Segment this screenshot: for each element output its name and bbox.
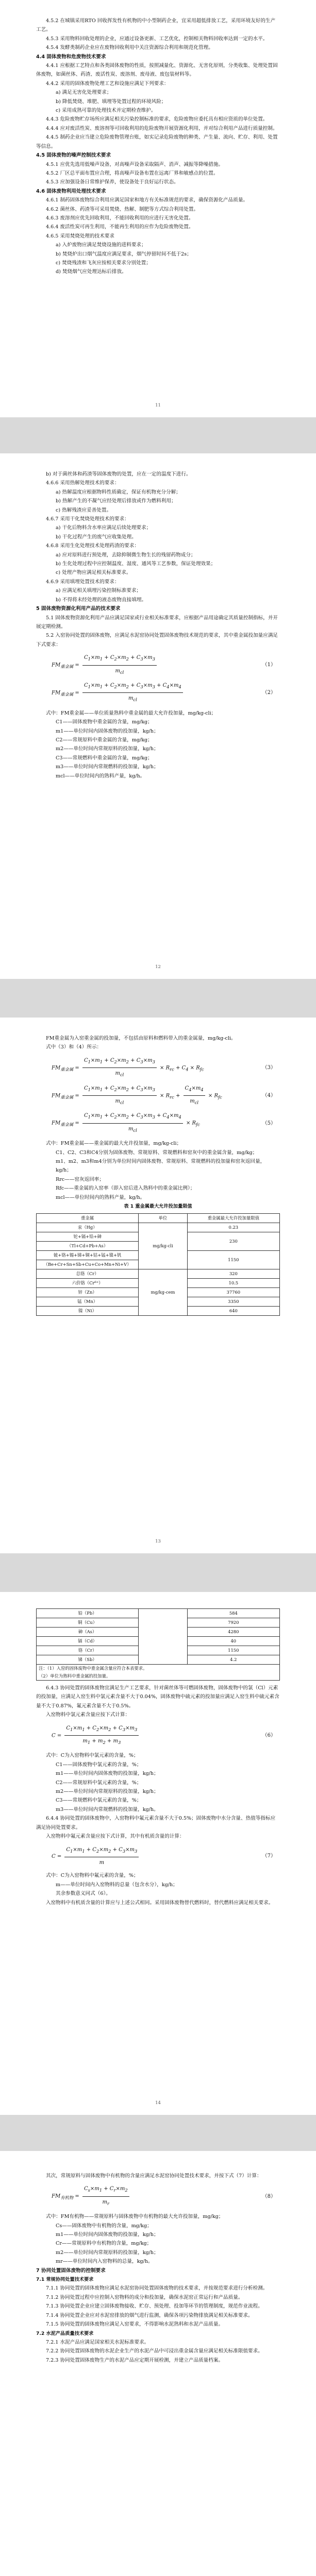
- formula-8: $FM_{有机物}$ = $\frac{C_s\times m_1 + C_r\times m_2}{m_r}$ （8）: [36, 2184, 280, 2208]
- paragraph: C3——常规燃料中氯元素的含量，%；: [56, 1798, 142, 1804]
- paragraph: m3——单位时间内常规燃料的投加量，kg/h；: [56, 764, 159, 770]
- paragraph: mcl——单位时间内的熟料产量，kg/h。: [56, 773, 145, 779]
- paragraph: 4.5.2 在城镇采用RTO 回收挥发性有机物的中小型制药企业，宜采用超低排放工艺，采用环境友好的生产工艺。: [36, 18, 276, 33]
- paragraph: Rfc——重金属的入窑率（即入窑后进入熟料中的重金属比例）；: [56, 1185, 195, 1192]
- formula-2: $FM_{重金属}$ = $\frac{C_1\times m_1 + C_2\times m_2 + C_3\times m_3 + C_4\times m_4}{m_{cl}}$ （2）: [36, 681, 280, 705]
- paragraph: 5.1 固体废物资源化利用产品应满足国家或行业相关标准要求，应根据产品用途确定其质量控制指标，并开展定期检测。: [36, 615, 278, 630]
- paragraph: C1——固体废物中氯元素的含量，%；: [56, 1761, 142, 1768]
- table-cell: mg/kg-cli: [139, 1223, 187, 1269]
- table-cell: 230: [187, 1232, 279, 1250]
- section-heading: 4.6 固体废物利用处理技术要求: [36, 188, 106, 194]
- list-item: b) 降低焚烧、堆肥、填埋等处置过程的环境风险；: [56, 98, 167, 105]
- formula-5: $FM_{重金属}$ = $\frac{C_1\times m_1 + C_2\times m_2 + C_3\times m_3 + C_4\times m_4}{m_{cl}}$ × $R_{fc}$ （5）: [36, 1111, 280, 1135]
- paragraph: 4.4.4 应对废活性炭、废溶剂等可回收利用的危险废物开展资源化利用，并对综合利用产品进行质量控制。: [46, 125, 278, 131]
- list-item: a) 应满足相关填埋污染控制标准要求；: [56, 588, 142, 594]
- list-item: b) 不得将未经处理的液态废物直接填埋。: [56, 597, 147, 603]
- paragraph: m1——单位时间内固体废物的投加量，kg/h；: [56, 1771, 159, 1777]
- table-cell: mg/kg-cem: [139, 1269, 187, 1315]
- table-cell: 砷（As）: [37, 1628, 139, 1637]
- table-header: 重金属: [37, 1213, 139, 1223]
- formula-number: （7）: [262, 1853, 276, 1859]
- paragraph: 其次，常规原料与固体废物中有机物的含量应满足水泥窑协同处置技术要求，并按下式（7）计算：: [46, 2173, 262, 2179]
- list-item: a) 入炉废物应满足焚烧设施的进料要求；: [56, 242, 146, 248]
- page-number: 13: [155, 1538, 161, 1544]
- paragraph: 6.4.3 协同处置的固体废物宜满足生产工艺要求，针对菌丝体等可燃固体废物，固体废物中的氯（Cl）元素的投加量，应满足入窑生料中氯元素含量不大于0.04%，固体废物中硫元素的投加量应满足入窑生料中硫元素含量不大于0.87%，氟元素含量不大于0.5%。: [36, 1685, 279, 1709]
- paragraph: C1——固体废物中重金属的含量，mg/kg；: [56, 719, 153, 725]
- table-cell: 37760: [187, 1287, 279, 1297]
- paragraph: 4.4.3 危险废物贮存场所应满足相关污染控制标准的要求，危险废物应委托具有相应资质的单位处置。: [46, 116, 268, 123]
- table-cell: 4.2: [187, 1655, 279, 1665]
- paragraph: 式中：FM重金属——重金属的最大允许投加量，mg/kg-cli；: [46, 1141, 182, 1147]
- table-cell: 0.23: [187, 1223, 279, 1232]
- paragraph: C3——常规燃料中重金属的含量，mg/kg；: [56, 755, 153, 761]
- paragraph: 入窑物料中氟元素含量应按下式计算，其中有机质含量的计算：: [46, 1834, 185, 1840]
- paragraph: 4.4.5 制药企业应当建立危险废物管理台账，如实记录危险废物的种类、产生量、流向、贮存、利用、处置等信息。: [36, 134, 278, 149]
- formula-4: $FM_{重金属}$ = $\frac{C_1\times m_1 + C_2\times m_2 + C_3\times m_3}{m_{cl}}$ × $R_{rc}$ + $\frac{C_4\times m_4}{m_{cl}}$ × $R_{fc}$ （4）: [36, 1084, 280, 1108]
- list-item: c) 热解残渣应妥善处置。: [56, 507, 112, 513]
- paragraph: 7.1.2 协同处置过程中应控制入窑物料的成分和投加量，确保水泥窑正常运行和产品质量。: [46, 2294, 243, 2300]
- paragraph: 7.1.3 协同处置企业应建立固体废物接收、贮存、预处理、投加等环节的管理制度，规范作业流程。: [46, 2303, 263, 2310]
- note-line: （2）单位为熟料中重金属的投加量。: [39, 1673, 111, 1679]
- table-cell: 640: [187, 1306, 279, 1315]
- page-number: 14: [155, 2100, 161, 2106]
- table-cell: 584: [187, 1609, 279, 1618]
- paragraph: m2——单位时间内常规原料的投加量，kg/h；: [56, 2249, 159, 2256]
- paragraph: 式中：C为入窑物料中氟元素的含量，%；: [46, 1873, 139, 1879]
- table-cell: 铍+铬+锡+锑+铜+钴+锰+镍+钒: [37, 1250, 139, 1260]
- list-item: b) 生化处理过程中应控制温度、湿度、通风等工艺参数，保证处理效果；: [56, 561, 216, 567]
- list-item: c) 焚烧残渣和飞灰应按相关要求分别处置；: [56, 260, 151, 266]
- list-item: a) 应对原料进行预处理，去除抑制微生物生长的残留药物成分；: [56, 552, 196, 558]
- document-page-2: [0, 453, 316, 979]
- table-cell: 锰（Mn）: [37, 1297, 139, 1306]
- formula-number: （3）: [262, 1065, 276, 1071]
- paragraph: mr——单位时间内入窑物料的总量，kg/h。: [56, 2259, 153, 2265]
- table-cell: 锌（Zn）: [37, 1287, 139, 1297]
- list-item: c) 采用成熟可靠的处理技术并定期检查维护。: [56, 108, 156, 114]
- paragraph: m1、m2、m3和m4分别为单位时间内固体废物、常规原料、常规燃料的投加量和窑灰返回量，kg/h；: [56, 1159, 265, 1174]
- paragraph: 4.6.1 制药固体废物综合利用应满足国家和地方有关标准规范的要求，确保资源化产品质量。: [46, 197, 248, 204]
- page-number: 12: [155, 964, 161, 970]
- list-item: b) 焚烧炉出口烟气温度应满足要求，烟气停留时间不低于2s；: [56, 251, 192, 257]
- table-row: [37, 1223, 280, 1232]
- paragraph: 4.5.4 发酵类制药企业应在废物回收利用中关注资源综合利用和规范化管理。: [46, 45, 213, 51]
- list-item: a) 热解温度应根据物料性质确定，保证有机物充分分解；: [56, 489, 181, 495]
- paragraph: m——单位时间内入窑物料的总量（包含水分），kg/h；: [56, 1882, 178, 1888]
- paragraph: 4.6.8 采用生化处理技术处理药渣的要求：: [46, 543, 139, 549]
- paragraph: 7.1.5 协同处置的固体废物应满足入窑要求，不得影响水泥熟料和水泥产品质量。: [46, 2321, 224, 2328]
- table-cell: [139, 1609, 187, 1665]
- paragraph: m2——单位时间内常规原料的投加量，kg/h；: [56, 1789, 159, 1795]
- formula-number: （4）: [262, 1092, 276, 1098]
- paragraph: 7.1.4 协同处置企业应对水泥窑排放的烟气进行监测，确保各项污染物排放满足相关标准要求。: [46, 2312, 253, 2318]
- formula-number: （1）: [262, 662, 276, 668]
- table-header: 单位: [139, 1213, 187, 1223]
- paragraph: Cr——常规原料中有机物的含量，mg/kg；: [56, 2241, 152, 2247]
- table-cell: 镍（Ni）: [37, 1306, 139, 1315]
- subsection-heading: 7.2 水泥产品质量技术要求: [36, 2330, 94, 2336]
- section-heading: 5 固体废物资源化利用产品的技术要求: [36, 606, 121, 612]
- list-item: a) 满足无害化处理要求；: [56, 90, 112, 96]
- paragraph: 5.2 入窑协同处置的固体废物，应满足水泥窑协同处置固体废物技术规范的要求，其中重金属投加量应满足下式要求：: [36, 633, 278, 648]
- table-header-row: [37, 1213, 280, 1223]
- table-cell: 汞（Hg）: [37, 1223, 139, 1232]
- table-cell: 1150: [187, 1250, 279, 1269]
- paragraph: 6.4.4 协同处置的固体废物中，入窑物料中氟元素含量不大于0.5%；固体废物中水分含量、热值等指标应满足协同处置要求。: [36, 1816, 276, 1831]
- paragraph: 4.6.4 废活性炭可再生利用，不能再生利用的应作为危险废物处置。: [46, 224, 194, 230]
- table-cell: 铊+镉+铅+砷: [37, 1232, 139, 1241]
- table-cell: 总铬（Cr）: [37, 1269, 139, 1278]
- list-item: a) 干化后物料含水率应满足后续处理要求；: [56, 525, 152, 531]
- paragraph: 式中：FM重金属——单位质量熟料中重金属的最大允许投加量，mg/kg-cli；: [46, 710, 217, 716]
- table-cell: 320: [187, 1269, 279, 1278]
- table-cell: 六价铬（Cr⁶⁺）: [37, 1278, 139, 1287]
- heavy-metal-limit-table: [36, 1213, 280, 1316]
- paragraph: 式中（3）和（4）所示：: [46, 1044, 102, 1050]
- paragraph: 式中：C为入窑物料中氯元素的含量，%；: [46, 1753, 139, 1759]
- table-note-row: [37, 1665, 280, 1681]
- paragraph: 式中：FM有机物——常规原料与固体废物中有机物的最大允许投加量，mg/kg；: [46, 2214, 224, 2220]
- heavy-metal-limit-table-continued: [36, 1608, 280, 1681]
- paragraph: 4.6.2 菌丝体、药渣等可采用焚烧、热解、制肥等方式综合利用处置。: [46, 206, 199, 212]
- table-note: [37, 1665, 280, 1681]
- paragraph: mcl——单位时间内的熟料产量，kg/h。: [56, 1194, 145, 1200]
- formula-3: $FM_{重金属}$ = $\frac{C_1\times m_1 + C_2\times m_2 + C_3\times m_3}{m_{cl}}$ × $R_{rc} + C_4 \times R_{fc}$ （3）: [36, 1056, 280, 1080]
- paragraph: 4.6.5 采用焚烧处理的技术要求: [46, 233, 114, 239]
- paragraph: 4.6.3 废溶剂应优先回收利用，不能回收利用的应进行无害化处置。: [46, 215, 194, 221]
- formula-number: （8）: [262, 2193, 276, 2199]
- document-page-5: [0, 2151, 316, 2576]
- paragraph: 4.6.6 采用热解处理技术的要求：: [46, 480, 120, 486]
- table-cell: 铜（Cu）: [37, 1618, 139, 1628]
- document-page-1: [0, 0, 316, 417]
- table-cell: 铅（Pb）: [37, 1609, 139, 1618]
- list-item: d) 焚烧烟气应处理达标后排放。: [56, 269, 127, 275]
- paragraph: 4.6.9 采用填埋处置技术的要求：: [46, 579, 120, 585]
- paragraph: C2——常规原料中氯元素的含量，%；: [56, 1780, 142, 1786]
- paragraph: 4.5.1 应优先选用低噪声设备，对高噪声设备采取隔声、消声、减振等降噪措施。: [46, 161, 224, 167]
- table-cell: 铬（Cr）: [37, 1646, 139, 1655]
- paragraph: 4.4.1 应根据工艺特点和各类固体废物的性质，按照减量化、资源化、无害化原则，分类收集、处理处置固体废物，如菌丝体、药渣、废活性炭、废溶剂、废母液、废包装材料等。: [36, 63, 278, 78]
- paragraph: 入窑物料中氯元素含量应按下式计算：: [46, 1712, 130, 1718]
- paragraph: C1、C2、C3和C4分别为固体废物、常规原料、常规燃料和窑灰中的重金属含量，mg/kg；: [56, 1149, 258, 1156]
- paragraph: 4.5.3 应加强设备日常维护保养，使设备处于良好运行状态。: [46, 179, 179, 185]
- paragraph: m2——单位时间内常规原料的投加量，kg/h；: [56, 746, 159, 752]
- table-row: [37, 1269, 280, 1278]
- paragraph: 7.2.1 水泥产品应满足国家相关水泥标准要求。: [46, 2339, 149, 2345]
- table-header: 重金属最大允许投加量限值: [187, 1213, 279, 1223]
- paragraph: 7.2.3 协同处置固体废物生产的水泥产品应定期开展检测，并建立产品质量档案。: [46, 2357, 224, 2363]
- paragraph: 4.4.2 采用的固体废物处理工艺和设施应满足下列要求：: [46, 80, 169, 87]
- note-line: 注：（1）入窑的固体废物中重金属含量应符合本表要求。: [39, 1666, 147, 1671]
- table-row: [37, 1609, 280, 1618]
- table-cell: 1150: [187, 1646, 279, 1655]
- list-item: c) 处理产物应满足相关标准要求。: [56, 570, 131, 576]
- paragraph: m3——单位时间内常规燃料的投加量，kg/h。: [56, 1806, 159, 1812]
- paragraph: 4.5.2 厂区总平面布置应合理，将高噪声设备布置在远离厂界和敏感点的位置。: [46, 170, 219, 176]
- paragraph: 入窑物料中有机质含量的计算应与上述公式相同。采用固体废物替代燃料时，替代燃料应满足相关要求。: [46, 1900, 274, 1906]
- paragraph: Cs——固体废物中有机物的含量，mg/kg；: [56, 2223, 152, 2229]
- paragraph: 7.2.2 协同处置固体废物的水泥企业生产的水泥产品中可浸出重金属含量应满足相关标准限值要求。: [46, 2348, 263, 2354]
- formula-number: （2）: [262, 690, 276, 696]
- document-page-4: [0, 1592, 316, 2115]
- paragraph: C2——常规原料中重金属的含量，mg/kg；: [56, 737, 153, 743]
- paragraph: 7.1.1 协同处置的固体废物应满足水泥窑协同处置固体废物的技术要求，并按规范要求进行分析检测。: [46, 2285, 268, 2292]
- formula-6: C = $\frac{C_1\times m_1 + C_2\times m_2 + C_3\times m_3}{m_1 + m_2 + m_3}$ （6）: [36, 1724, 280, 1748]
- paragraph: 其余参数意义同式（6）。: [56, 1891, 111, 1897]
- paragraph: b) 对于菌丝体和药渣等固体废物的处置，应在一定的温度下进行。: [46, 471, 191, 477]
- formula-7: C = $\frac{C_1\times m_1 + C_2\times m_2 + C_3\times m_3}{m}$ （7）: [36, 1845, 280, 1868]
- paragraph: m1——单位时间内固体废物的投加量，kg/h；: [56, 728, 159, 734]
- subsection-heading: 7.1 常规协同处置技术要求: [36, 2277, 94, 2283]
- table-cell: 10.5: [187, 1278, 279, 1287]
- document-page-3: [0, 1018, 316, 1553]
- table-cell: 3350: [187, 1297, 279, 1306]
- table-cell: （Be+Cr+Sn+Sb+Cu+Co+Mn+Ni+V）: [37, 1260, 139, 1269]
- list-item: b) 干化过程产生的废气应收集处理。: [56, 534, 137, 540]
- table-cell: 40: [187, 1637, 279, 1646]
- table-cell: 镉（Cd）: [37, 1637, 139, 1646]
- table-title: 表 1 重金属最大允许投加量限值: [124, 1204, 192, 1210]
- paragraph: m1——单位时间内固体废物的投加量，kg/h；: [56, 2232, 159, 2238]
- table-cell: 7920: [187, 1618, 279, 1628]
- section-heading: 4.4 固体废物和危废物技术要求: [36, 54, 106, 60]
- paragraph: FM重金属为入窑重金属的投加量，不包括由原料和燃料带入的重金属量，mg/kg-cli。: [46, 1036, 236, 1041]
- list-item: b) 热解产生的不凝气应经处理后排放或作为燃料利用；: [56, 498, 176, 504]
- formula-number: （6）: [262, 1732, 276, 1738]
- formula-1: $FM_{重金属}$ = $\frac{C_1\times m_1 + C_2\times m_2 + C_3\times m_3}{m_{cl}}$ （1）: [36, 653, 280, 677]
- section-heading: 4.5 固体废物的噪声控制技术要求: [36, 152, 111, 159]
- table-cell: 4280: [187, 1628, 279, 1637]
- paragraph: 4.6.7 采用干化焚烧处理技术的要求：: [46, 516, 129, 522]
- paragraph: Rrc——窑灰返回率；: [56, 1176, 104, 1182]
- table-cell: （Tl+Cd+Pb+As）: [37, 1241, 139, 1250]
- paragraph: 4.5.3 采用物料回收处理的企业，应通过设备更新、工艺优化，控制相关物料回收率达到一定的水平。: [46, 36, 268, 42]
- section-heading: 7 协同处置固体废物的控制要求: [36, 2267, 106, 2274]
- table-cell: 锑（Sb）: [37, 1655, 139, 1665]
- formula-number: （5）: [262, 1120, 276, 1126]
- page-number: 11: [155, 402, 161, 408]
